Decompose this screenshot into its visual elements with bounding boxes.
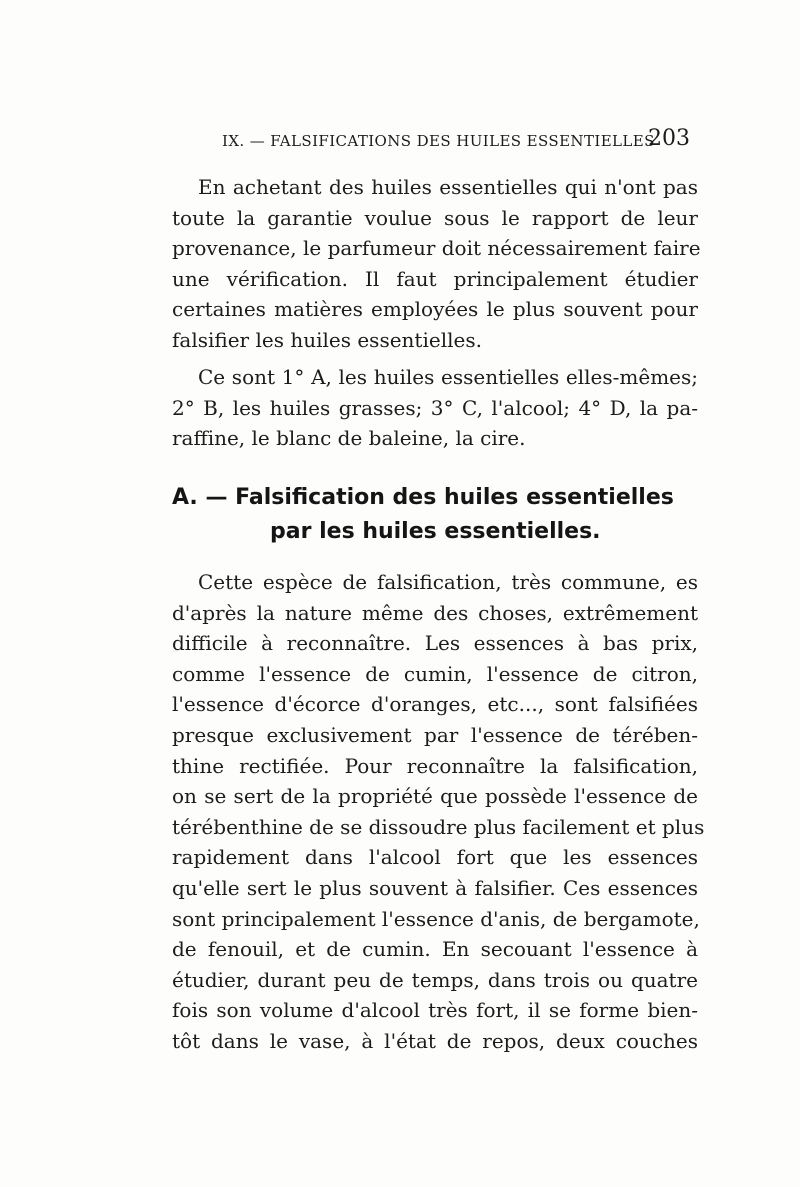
intro-paragraph bbox=[172, 172, 701, 356]
text-line: toute la garantie voulue sous le rapport de leur bbox=[172, 205, 698, 230]
text-line: d'après la nature même des choses, extrêmement bbox=[172, 600, 698, 625]
text-line: tôt dans le vase, à l'état de repos, deux couches bbox=[172, 1028, 698, 1053]
text-line: l'essence d'écorce d'oranges, etc..., sont falsifiées bbox=[172, 692, 698, 717]
section-heading bbox=[172, 481, 698, 549]
text-line: on se sert de la propriété que possède l'essence de bbox=[172, 784, 698, 809]
text-line: térébenthine de se dissoudre plus facilement et plus bbox=[172, 814, 705, 839]
section-heading-line: par les huiles essentielles. bbox=[270, 519, 601, 544]
text-line: sont principalement l'essence d'anis, de bergamote, bbox=[172, 906, 700, 931]
text-line: comme l'essence de cumin, l'essence de citron, bbox=[172, 661, 698, 686]
text-line: provenance, le parfumeur doit nécessairement faire bbox=[172, 236, 701, 261]
section-paragraph bbox=[172, 567, 705, 1057]
text-line: Cette espèce de falsification, très commune, es bbox=[198, 570, 698, 594]
text-line: étudier, durant peu de temps, dans trois ou quatre bbox=[172, 967, 698, 992]
text-line: thine rectifiée. Pour reconnaître la falsification, bbox=[172, 753, 698, 778]
text-line: falsifier les huiles essentielles. bbox=[172, 327, 482, 352]
text-line: En achetant des huiles essentielles qui n'ont pas bbox=[198, 175, 698, 199]
text-line: certaines matières employées le plus souvent pour bbox=[172, 297, 698, 322]
list-paragraph bbox=[172, 362, 698, 454]
text-line: une vérification. Il faut principalement étudier bbox=[172, 266, 698, 291]
page-number: 203 bbox=[648, 126, 690, 151]
chapter-title: IX. — FALSIFICATIONS DES HUILES ESSENTIELLES bbox=[222, 132, 655, 150]
text-line: rapidement dans l'alcool fort que les essences bbox=[172, 845, 698, 870]
text-line: presque exclusivement par l'essence de térében- bbox=[172, 722, 698, 747]
text-line: qu'elle sert le plus souvent à falsifier. Ces essences bbox=[172, 875, 698, 900]
text-line: Ce sont 1° A, les huiles essentielles elles-mêmes; bbox=[198, 365, 698, 389]
text-line: de fenouil, et de cumin. En secouant l'essence à bbox=[172, 937, 698, 962]
text-line: 2° B, les huiles grasses; 3° C, l'alcool; 4° D, la pa- bbox=[172, 395, 698, 420]
running-head bbox=[172, 126, 690, 156]
text-line: raffine, le blanc de baleine, la cire. bbox=[172, 426, 526, 451]
text-line: fois son volume d'alcool très fort, il se forme bien- bbox=[172, 998, 698, 1023]
section-heading-line: A. — Falsification des huiles essentielles bbox=[172, 485, 674, 510]
text-line: difficile à reconnaître. Les essences à bas prix, bbox=[172, 631, 698, 656]
